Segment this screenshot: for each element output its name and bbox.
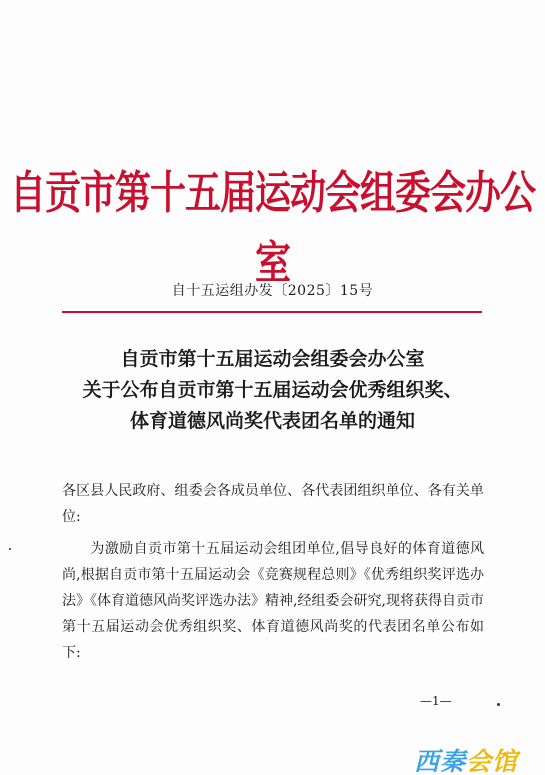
scan-speck: [9, 548, 11, 550]
watermark-logo: [414, 742, 518, 775]
document-title: [0, 344, 545, 437]
body-paragraph: [62, 536, 484, 666]
salutation: 各区县人民政府、组委会各成员单位、各代表团组织单位、各有关单位:: [62, 483, 484, 525]
document-number: 自十五运组办发〔2025〕15号: [171, 283, 374, 299]
page-number: —1—: [420, 694, 452, 708]
title-line-3: 体育道德风尚奖代表团名单的通知: [129, 410, 415, 432]
scan-speck: [497, 703, 500, 706]
red-divider-line: [62, 311, 482, 313]
watermark-part-1: 西秦: [414, 747, 467, 775]
body-paragraph-text: 为激励自贡市第十五届运动会组团单位,倡导良好的体育道德风尚,根据自贡市第十五届运动会《竞赛规程总则》《优秀组织奖评选办法》《体育道德风尚奖评选办法》精神,经组委会研究,现将获得自贡市第十五届运动会优秀组织奖、体育道德风尚奖的代表团名单公布如下:: [62, 541, 484, 661]
issuing-organization-header: 自贡市第十五届运动会组委会办公室: [9, 166, 535, 290]
watermark-part-2: 会馆: [466, 747, 519, 775]
title-line-2: 关于公布自贡市第十五届运动会优秀组织奖、: [82, 379, 463, 401]
title-line-1: 自贡市第十五届运动会组委会办公室: [120, 348, 425, 370]
